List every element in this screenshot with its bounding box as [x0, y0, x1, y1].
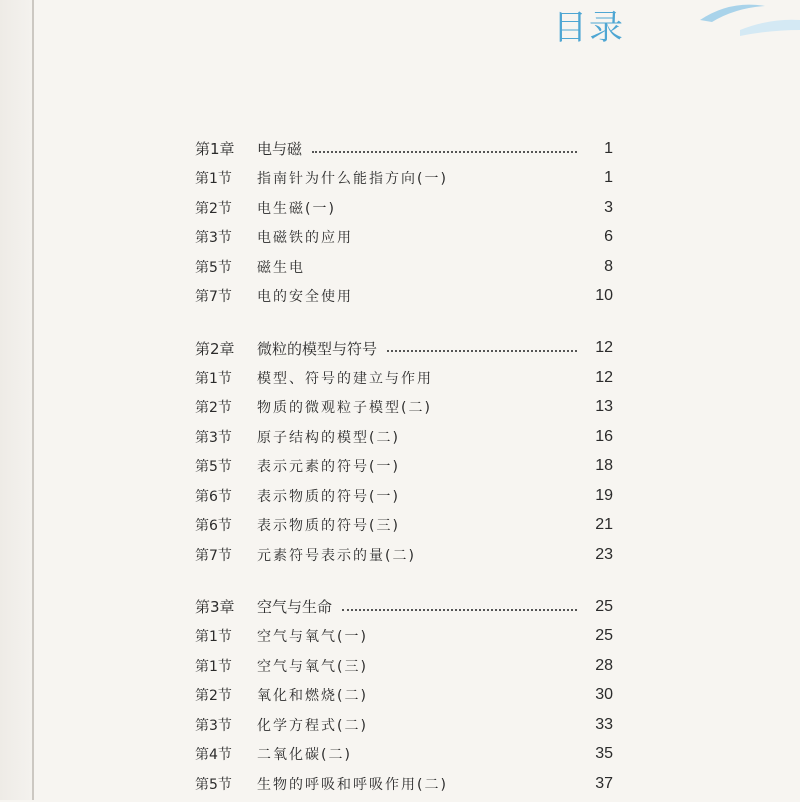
section-number: 第4节: [195, 747, 232, 763]
section-entry[interactable]: [195, 226, 613, 249]
section-title: 指南针为什么能指方向(一): [257, 171, 448, 187]
section-title: 表示元素的符号(一): [257, 459, 400, 475]
section-entry[interactable]: [195, 654, 613, 677]
section-number: 第3节: [195, 717, 232, 734]
section-page-number: 28: [595, 656, 613, 674]
section-entry[interactable]: [195, 167, 613, 190]
section-number: 第1节: [195, 629, 232, 645]
section-entry[interactable]: [195, 543, 613, 566]
section-page-number: 10: [595, 287, 613, 304]
section-title: 原子结构的模型(二): [257, 429, 400, 446]
chapter-entry[interactable]: [195, 595, 613, 618]
section-title: 电生磁(一): [257, 200, 336, 217]
section-number: 第3节: [195, 230, 232, 246]
section-page-number: 33: [595, 715, 613, 733]
chapter-number: 第1章: [195, 140, 235, 158]
section-page-number: 21: [595, 516, 613, 533]
decorative-swoosh-icon: [640, 0, 800, 60]
section-title: 空气与氧气(三): [257, 658, 368, 675]
section-page-number: 13: [595, 398, 613, 415]
section-title: 空气与氧气(一): [257, 629, 368, 645]
section-page-number: 12: [595, 368, 613, 386]
section-number: 第1节: [195, 370, 232, 387]
section-title: 化学方程式(二): [257, 717, 368, 734]
section-page-number: 1: [604, 169, 613, 186]
section-entry[interactable]: [195, 514, 613, 537]
section-number: 第7节: [195, 547, 232, 564]
chapter-title: 电与磁: [257, 140, 303, 158]
section-number: 第5节: [195, 459, 232, 475]
chapter-number: 第3章: [195, 598, 235, 616]
section-entry[interactable]: [195, 772, 613, 795]
chapter-entry[interactable]: [195, 137, 613, 160]
section-title: 表示物质的符号(一): [257, 488, 400, 505]
section-title: 二氧化碳(二): [257, 747, 352, 763]
chapter-page-number: 12: [595, 339, 613, 356]
section-title: 表示物质的符号(三): [257, 518, 400, 534]
chapter-page-number: 25: [595, 597, 613, 615]
page-edge-shadow: [0, 0, 32, 800]
section-title: 元素符号表示的量(二): [257, 547, 416, 564]
section-number: 第7节: [195, 289, 232, 305]
page-edge: [32, 0, 34, 800]
section-number: 第1节: [195, 658, 232, 675]
section-title: 电磁铁的应用: [257, 230, 353, 246]
section-number: 第6节: [195, 488, 232, 505]
section-number: 第1节: [195, 171, 232, 187]
section-number: 第5节: [195, 776, 232, 793]
section-entry[interactable]: [195, 625, 613, 648]
section-entry[interactable]: [195, 196, 613, 219]
section-page-number: 3: [604, 198, 613, 216]
section-page-number: 23: [595, 545, 613, 563]
section-page-number: 37: [595, 774, 613, 792]
section-title: 氧化和燃烧(二): [257, 688, 368, 704]
section-title: 模型、符号的建立与作用: [257, 370, 433, 387]
section-title: 磁生电: [257, 259, 305, 276]
section-entry[interactable]: [195, 484, 613, 507]
section-number: 第2节: [195, 400, 232, 416]
dot-leader: [312, 151, 577, 153]
section-entry[interactable]: [195, 743, 613, 766]
section-page-number: 30: [595, 686, 613, 703]
section-page-number: 18: [595, 457, 613, 474]
section-title: 生物的呼吸和呼吸作用(二): [257, 776, 448, 793]
section-title: 物质的微观粒子模型(二): [257, 400, 432, 416]
chapter-title: 微粒的模型与符号: [257, 339, 378, 358]
section-page-number: 19: [595, 486, 613, 504]
section-entry[interactable]: [195, 713, 613, 736]
section-entry[interactable]: [195, 396, 613, 419]
section-page-number: 6: [604, 228, 613, 245]
chapter-title: 空气与生命: [257, 598, 333, 616]
section-page-number: 25: [595, 627, 613, 644]
section-entry[interactable]: [195, 684, 613, 707]
section-number: 第2节: [195, 200, 232, 217]
section-number: 第2节: [195, 688, 232, 704]
dot-leader: [342, 609, 577, 611]
section-number: 第3节: [195, 429, 232, 446]
chapter-number: 第2章: [195, 339, 235, 358]
section-entry[interactable]: [195, 255, 613, 278]
section-number: 第5节: [195, 259, 232, 276]
section-entry[interactable]: [195, 285, 613, 308]
section-page-number: 35: [595, 745, 613, 762]
chapter-page-number: 1: [604, 139, 613, 157]
section-page-number: 16: [595, 427, 613, 445]
table-of-contents: [195, 137, 613, 802]
section-entry[interactable]: [195, 455, 613, 478]
section-entry[interactable]: [195, 366, 613, 389]
section-page-number: 8: [604, 257, 613, 275]
page-heading: 目录: [553, 8, 625, 48]
section-title: 电的安全使用: [257, 289, 353, 305]
section-entry[interactable]: [195, 425, 613, 448]
section-number: 第6节: [195, 518, 232, 534]
dot-leader: [387, 350, 577, 352]
chapter-entry[interactable]: [195, 337, 613, 360]
